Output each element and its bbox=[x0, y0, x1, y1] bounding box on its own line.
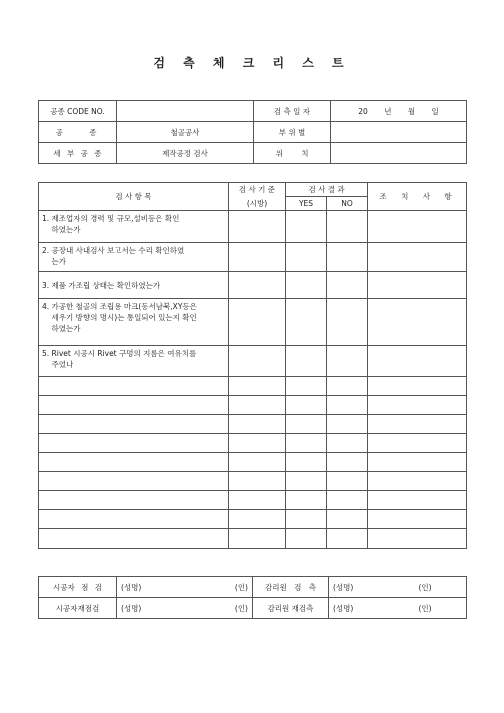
header-items: 검 사 항 목 bbox=[39, 183, 229, 211]
work-type-label: 공 종 bbox=[39, 122, 117, 143]
check-item: 2. 공장내 사내검사 보고서는 수리 확인하였 는가 bbox=[39, 243, 229, 272]
contractor-name: (성명) bbox=[117, 577, 207, 598]
part-label: 부 위 별 bbox=[254, 122, 331, 143]
supervisor-seal-2: (인) bbox=[419, 598, 467, 619]
check-item: 5. Rivet 시공시 Rivet 구멍의 지름은 여유치를 주었나 bbox=[39, 346, 229, 377]
document-title: 검 측 체 크 리 스 트 bbox=[153, 56, 351, 70]
check-item: 4. 가공한 철골의 조립용 마크(동서남북,XY등은 세우기 방향의 명시)는 통일되어 있는지 확인 하였는가 bbox=[39, 299, 229, 346]
supervisor-reinspect-label: 감리원 재검측 bbox=[253, 598, 329, 619]
header-no: NO bbox=[327, 197, 368, 211]
sub-work-type-value: 제작공정 검사 bbox=[117, 143, 254, 164]
header-standard: 검 사 기 준 bbox=[229, 183, 286, 197]
contractor-seal-2: (인) bbox=[207, 598, 253, 619]
work-type-value: 철골공사 bbox=[117, 122, 254, 143]
inspection-date-value: 20 년 월 일 bbox=[331, 101, 467, 122]
part-value bbox=[331, 122, 467, 143]
header-action: 조 치 사 항 bbox=[368, 183, 467, 211]
code-no-label: 공종 CODE NO. bbox=[39, 101, 117, 122]
inspection-date-label: 검 측 일 자 bbox=[254, 101, 331, 122]
supervisor-inspect-label: 감리원 검 측 bbox=[253, 577, 329, 598]
contractor-name-2: (성명) bbox=[117, 598, 207, 619]
header-yes: YES bbox=[286, 197, 327, 211]
checklist-table bbox=[38, 182, 467, 549]
location-value bbox=[331, 143, 467, 164]
supervisor-name: (성명) bbox=[329, 577, 419, 598]
info-table bbox=[38, 100, 467, 164]
header-standard-sub: (시방) bbox=[229, 197, 286, 211]
header-result: 검 사 결 과 bbox=[286, 183, 368, 197]
check-item: 3. 제품 가조립 상태는 확인하였는가 bbox=[39, 272, 229, 299]
contractor-seal: (인) bbox=[207, 577, 253, 598]
code-no-value bbox=[117, 101, 254, 122]
supervisor-name-2: (성명) bbox=[329, 598, 419, 619]
contractor-material-label: 시공자재점검 bbox=[39, 598, 117, 619]
sub-work-type-label: 세 부 공 종 bbox=[39, 143, 117, 164]
supervisor-seal: (인) bbox=[419, 577, 467, 598]
check-item: 1. 제조업자의 경력 및 규모,설비등은 확인 하였는가 bbox=[39, 211, 229, 243]
location-label: 위 치 bbox=[254, 143, 331, 164]
contractor-inspect-label: 시공자 점 검 bbox=[39, 577, 117, 598]
signature-table bbox=[38, 576, 467, 619]
